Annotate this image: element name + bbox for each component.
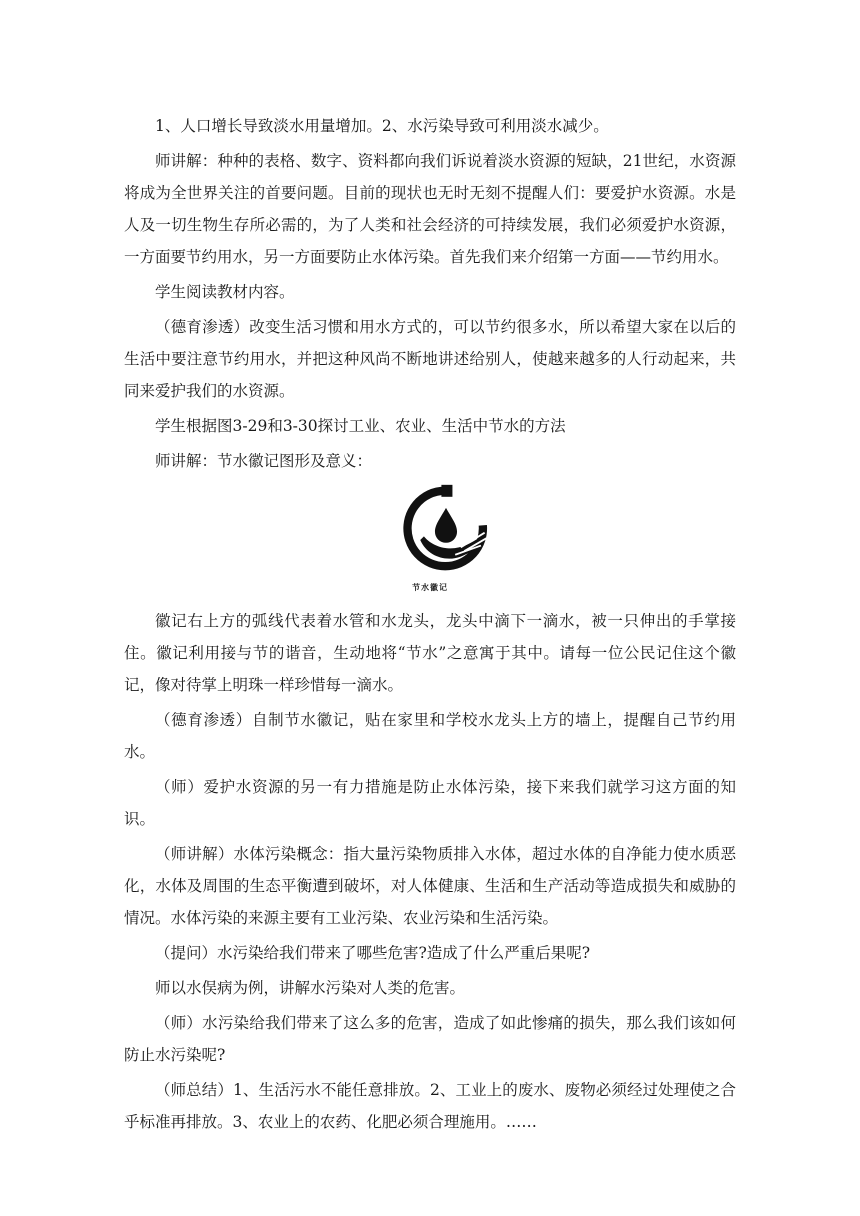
emblem-caption: 节水徽记 — [412, 583, 448, 592]
paragraph-emblem-intro: 师讲解：节水徽记图形及意义： — [155, 452, 373, 470]
paragraph-summary: （师总结）1、生活污水不能任意排放。2、工业上的废水、废物必须经过处理使之合乎标准再排放。3、农业上的农药、化肥必须合理施用。…… — [124, 1081, 736, 1131]
paragraph-question: （提问）水污染给我们带来了哪些危害?造成了什么严重后果呢? — [155, 944, 591, 962]
document-page — [124, 110, 736, 1141]
paragraph-emblem-meaning: 徽记右上方的弧线代表着水管和水龙头，龙头中滴下一滴水，被一只伸出的手掌接住。徽记利用接与节的谐音，生动地将“节水”之意寓于其中。请每一位公民记住这个徽记，像对待掌上明珠一样珍惜每一滴水。 — [124, 612, 736, 694]
emblem-figure — [124, 483, 736, 601]
paragraph-student-discussion: 学生根据图3-29和3-30探讨工业、农业、生活中节水的方法 — [155, 417, 566, 435]
paragraph-how-prevent: （师）水污染给我们带来了这么多的危害，造成了如此惨痛的损失，那么我们该如何防止水污染呢? — [124, 1014, 736, 1064]
paragraph-make-emblem: （德育渗透）自制节水徽记，贴在家里和学校水龙头上方的墙上，提醒自己节约用水。 — [124, 711, 736, 761]
paragraph-moral-education: （德育渗透）改变生活习惯和用水方式的，可以节约很多水，所以希望大家在以后的生活中要注意节约用水，并把这种风尚不断地讲述给别人，使越来越多的人行动起来，共同来爱护我们的水资源。 — [124, 318, 736, 400]
paragraph-pollution-concept: （师讲解）水体污染概念：指大量污染物质排入水体，超过水体的自净能力使水质恶化，水体及周围的生态平衡遭到破坏，对人体健康、生活和生产活动等造成损失和威胁的情况。水体污染的来源主要有工业污染、农业污染和生活污染。 — [124, 845, 736, 927]
paragraph-minamata: 师以水俣病为例，讲解水污染对人类的危害。 — [155, 979, 466, 997]
paragraph-causes: 1、人口增长导致淡水用量增加。2、水污染导致可利用淡水减少。 — [155, 117, 609, 135]
water-saving-emblem-icon — [400, 483, 492, 575]
paragraph-teacher-explain: 师讲解：种种的表格、数字、资料都向我们诉说着淡水资源的短缺，21世纪，水资源将成为全世界关注的首要问题。目前的现状也无时无刻不提醒人们：要爱护水资源。水是人及一切生物生存所必需的，为了人类和社会经济的可持续发展，我们必须爱护水资源，一方面要节约用水，另一方面要防止水体污染。首先我们来介绍第一方面——节约用水。 — [124, 152, 736, 266]
paragraph-pollution-prevention: （师）爱护水资源的另一有力措施是防止水体污染，接下来我们就学习这方面的知识。 — [124, 778, 736, 828]
paragraph-student-reading: 学生阅读教材内容。 — [155, 283, 295, 301]
